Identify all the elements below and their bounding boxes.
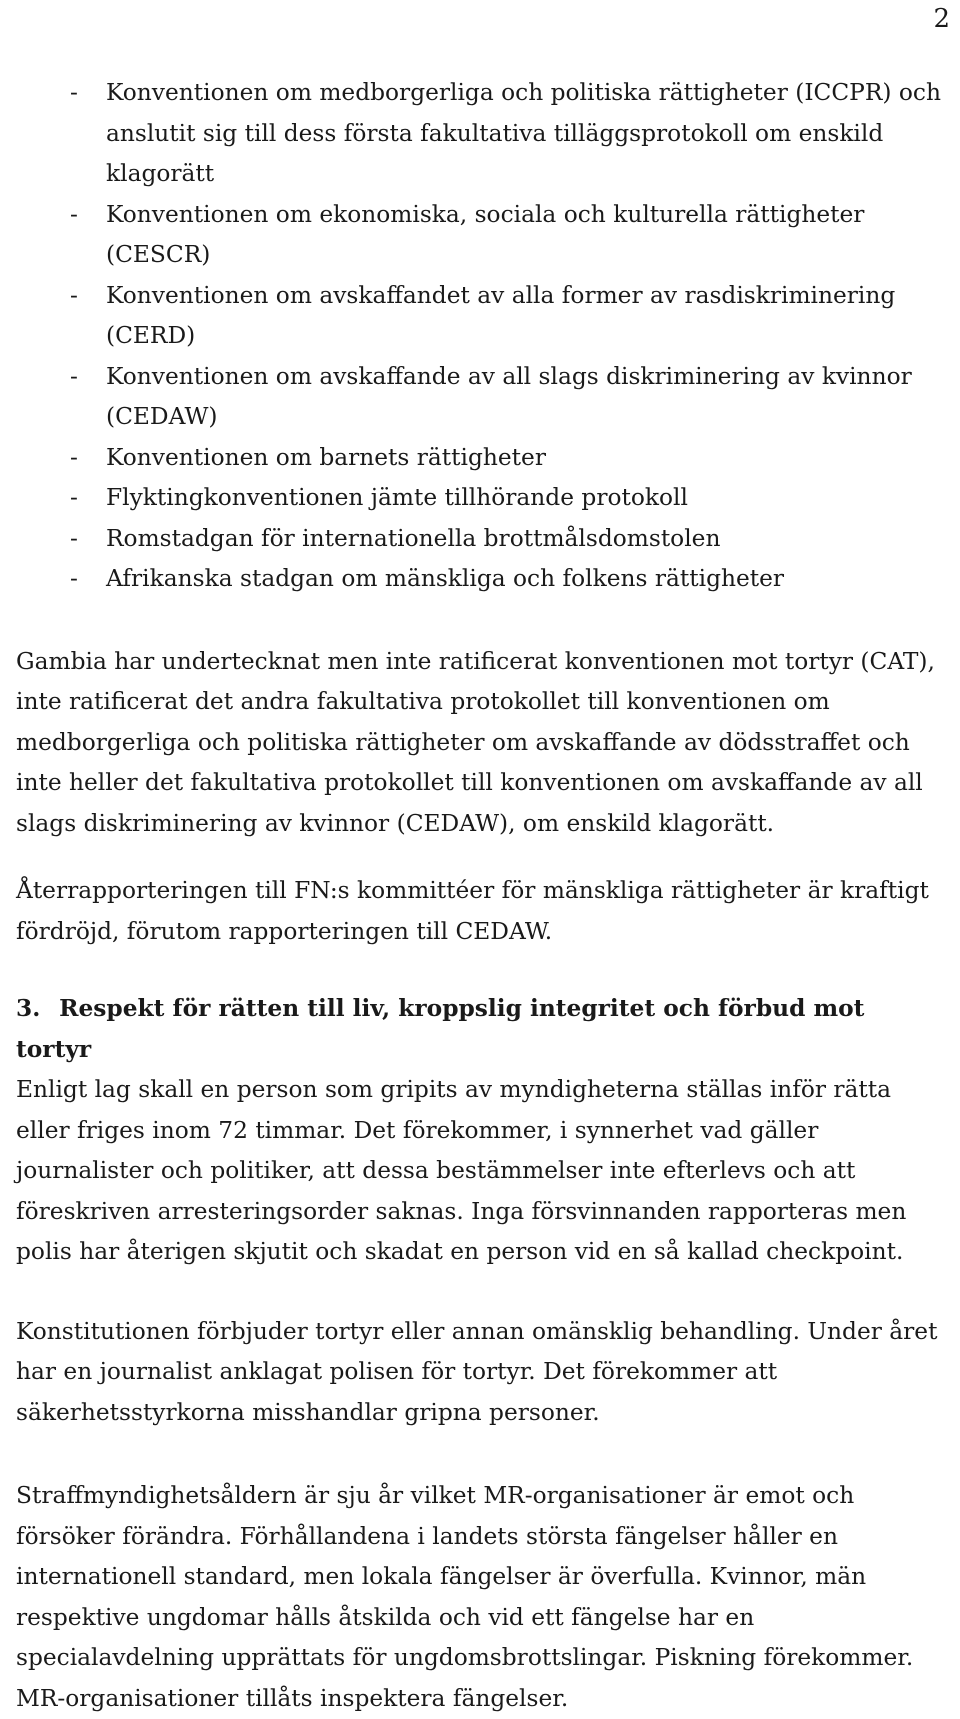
list-item-text: Romstadgan för internationella brottmålsdomstolen xyxy=(106,524,721,552)
list-dash: - xyxy=(70,362,78,390)
list-item xyxy=(16,438,946,479)
section-number: 3. xyxy=(16,995,41,1022)
list-dash: - xyxy=(70,524,78,552)
paragraph-arrest: Enligt lag skall en person som gripits av myndigheterna ställas inför rätta eller friges inom 72 timmar. Det förekommer, i synnerhet vad gäller journalister och politiker, att dessa bestämmelser inte efterlevs och att föreskriven arresteringsorder saknas. Inga försvinnanden rapporteras men polis har återigen skjutit och skadat en person vid en så kallad checkpoint. xyxy=(16,1076,907,1265)
list-item xyxy=(16,73,946,195)
list-item xyxy=(16,195,946,276)
list-item-text: Konventionen om medborgerliga och politiska rättigheter (ICCPR) och anslutit sig till dess första fakultativa tilläggsprotokoll om enskild klagorätt xyxy=(106,79,941,187)
section-heading xyxy=(16,989,946,1070)
paragraph-reporting: Återrapporteringen till FN:s kommittéer för mänskliga rättigheter är kraftigt fördröjd, förutom rapporteringen till CEDAW. xyxy=(16,877,929,945)
list-item-text: Konventionen om ekonomiska, sociala och kulturella rättigheter (CESCR) xyxy=(106,200,865,268)
list-item-text: Konventionen om avskaffande av all slags diskriminering av kvinnor (CEDAW) xyxy=(106,362,912,430)
list-item xyxy=(16,357,946,438)
section-title: Respekt för rätten till liv, kroppslig integritet och förbud mot tortyr xyxy=(16,995,865,1063)
page-number: 2 xyxy=(933,4,950,34)
list-item-text: Konventionen om barnets rättigheter xyxy=(106,443,546,471)
list-item xyxy=(16,276,946,357)
paragraph-prison: Straffmyndighetsåldern är sju år vilket MR-organisationer är emot och försöker förändra. Förhållandena i landets största fängelser håller en internationell standard, men lokala fängelser är överfulla. Kvinnor, män respektive ungdomar hålls åtskilda och vid ett fängelse har en specialavdelning upprättats för ungdomsbrottslingar. Piskning förekommer. MR-organisationer tillåts inspektera fängelser. xyxy=(16,1482,914,1712)
paragraph-gambia-ratification: Gambia har undertecknat men inte ratificerat konventionen mot tortyr (CAT), inte ratificerat det andra fakultativa protokollet till konventionen om medborgerliga och politiska rättigheter om avskaffande av dödsstraffet och inte heller det fakultativa protokollet till konventionen om avskaffande av all slags diskriminering av kvinnor (CEDAW), om enskild klagorätt. xyxy=(16,647,935,837)
paragraph-torture: Konstitutionen förbjuder tortyr eller annan omänsklig behandling. Under året har en journalist anklagat polisen för tortyr. Det förekommer att säkerhetsstyrkorna misshandlar gripna personer. xyxy=(16,1317,938,1426)
convention-list xyxy=(16,73,946,600)
list-dash: - xyxy=(70,443,78,471)
list-item-text: Flyktingkonventionen jämte tillhörande protokoll xyxy=(106,484,688,511)
list-dash: - xyxy=(70,484,78,511)
list-item xyxy=(16,519,946,560)
list-dash: - xyxy=(70,565,78,592)
list-item-text: Afrikanska stadgan om mänskliga och folkens rättigheter xyxy=(106,565,785,592)
list-dash: - xyxy=(70,79,78,106)
list-item xyxy=(16,559,946,600)
list-dash: - xyxy=(70,281,78,309)
list-dash: - xyxy=(70,200,78,228)
list-item-text: Konventionen om avskaffandet av alla former av rasdiskriminering (CERD) xyxy=(106,281,896,349)
list-item xyxy=(16,478,946,519)
document-body xyxy=(16,73,946,1719)
